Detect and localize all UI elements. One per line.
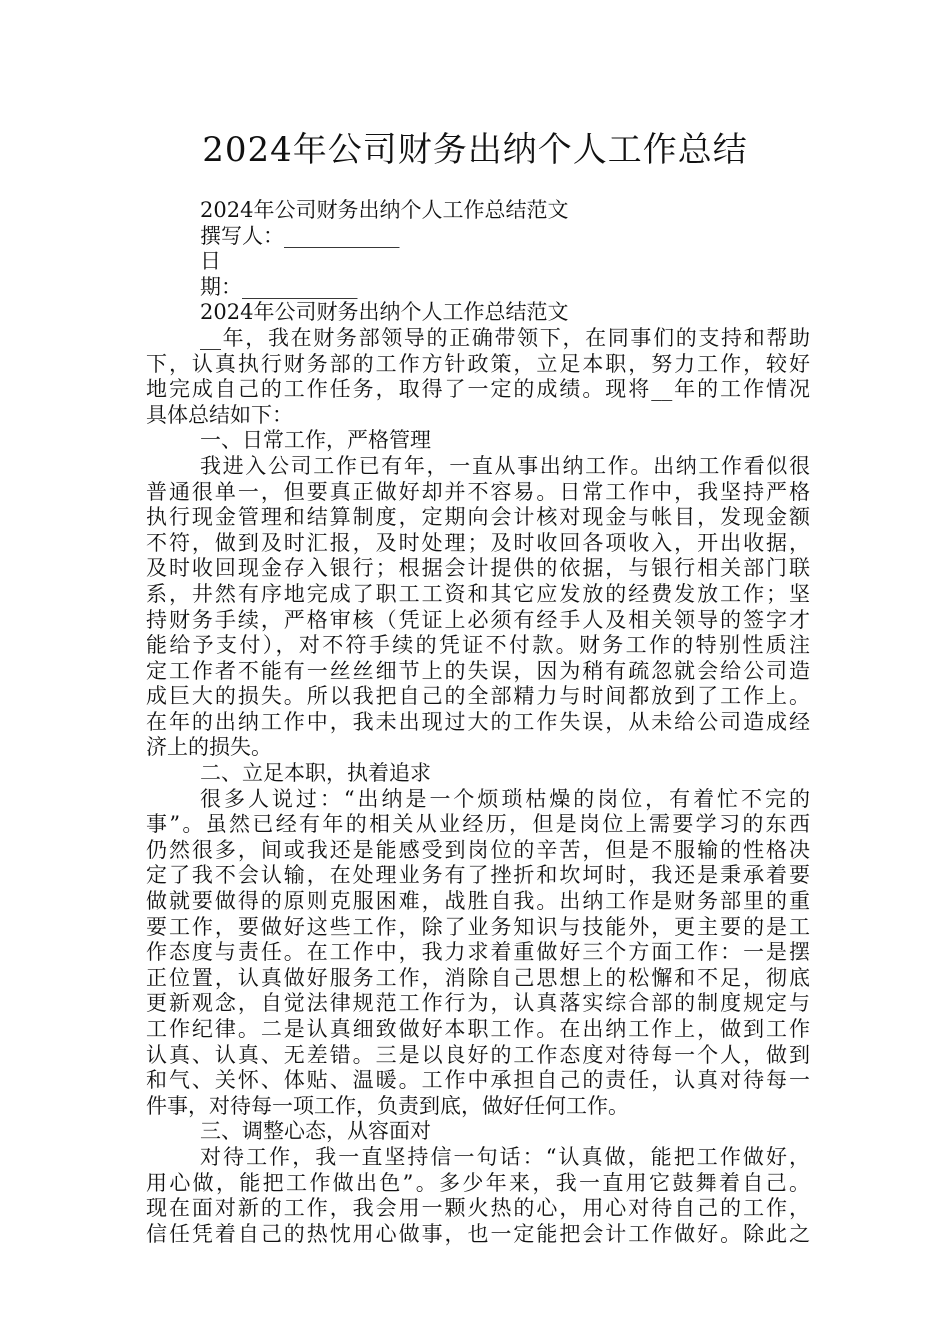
text-line: 现在面对新的工作，我会用一颗火热的心，用心对待自己的工作， (146, 1196, 810, 1221)
text-line: 济上的损失。 (146, 735, 272, 760)
text-line: 工作纪律。二是认真细致做好本职工作。在出纳工作上，做到工作 (146, 1017, 810, 1041)
text-line: 更新观念，自觉法律规范工作行为，认真落实综合部的制度规定与 (146, 991, 810, 1016)
text-line: 认真、认真、无差错。三是以良好的工作态度对待每一个人，做到 (146, 1042, 810, 1067)
text-line: 很多人说过：“出纳是一个烦琐枯燥的岗位，有着忙不完的 (200, 786, 810, 811)
text-line: 作态度与责任。在工作中，我力求着重做好三个方面工作：一是摆 (146, 940, 810, 965)
section-heading-3: 三、调整心态，从容面对 (200, 1119, 431, 1144)
text-line: 普通很单一，但要真正做好却并不容易。日常工作中，我坚持严格 (146, 479, 810, 504)
text-line: 持财务手续，严格审核（凭证上必须有经手人及相关领导的签字才 (146, 607, 810, 632)
text-line: 正位置，认真做好服务工作，消除自己思想上的松懈和不足，彻底 (146, 965, 810, 990)
text-line: 事”。虽然已经有年的相关从业经历，但是岗位上需要学习的东西 (146, 812, 810, 837)
text-line: 信任凭着自己的热忱用心做事，也一定能把会计工作做好。除此之 (146, 1221, 810, 1246)
text-line: 对待工作，我一直坚持信一句话：“认真做，能把工作做好， (200, 1144, 810, 1169)
text-line: 定了我不会认输，在处理业务有了挫折和坎坷时，我还是秉承着要 (146, 863, 810, 888)
text-line: 执行现金管理和结算制度，定期向会计核对现金与帐目，发现金额 (146, 505, 810, 530)
document-body (146, 198, 810, 1247)
text-line: 用心做，能把工作做出色”。多少年来，我一直用它鼓舞着自己。 (146, 1170, 810, 1195)
text-line: 要工作，要做好这些工作，除了业务知识与技能外，更主要的是工 (146, 914, 810, 939)
date-line-2: 期：___________ (200, 274, 358, 299)
document-title: 2024年公司财务出纳个人工作总结 (202, 130, 748, 170)
section-heading-1: 一、日常工作，严格管理 (200, 428, 431, 453)
text-line: 具体总结如下： (146, 402, 293, 427)
text-line: 在年的出纳工作中，我未出现过大的工作失误，从未给公司造成经 (146, 709, 810, 734)
date-line-1: 日 (200, 249, 221, 274)
heading-line: 2024年公司财务出纳个人工作总结范文 (200, 300, 569, 325)
text-line: __年，我在财务部领导的正确带领下，在同事们的支持和帮助 (200, 325, 810, 350)
text-line: 件事，对待每一项工作，负责到底，做好任何工作。 (146, 1093, 629, 1118)
text-line: 做就要做得的原则克服困难，战胜自我。出纳工作是财务部里的重 (146, 889, 810, 914)
text-line: 不符，做到及时汇报，及时处理；及时收回各项收入，开出收据， (146, 530, 810, 555)
subtitle-line: 2024年公司财务出纳个人工作总结范文 (200, 198, 569, 222)
text-line: 定工作者不能有一丝丝细节上的失误，因为稍有疏忽就会给公司造 (146, 658, 810, 683)
author-line: 撰写人：___________ (200, 223, 400, 248)
text-line: 我进入公司工作已有年，一直从事出纳工作。出纳工作看似很 (200, 453, 810, 478)
text-line: 地完成自己的工作任务，取得了一定的成绩。现将__年的工作情况 (146, 377, 810, 402)
text-line: 成巨大的损失。所以我把自己的全部精力与时间都放到了工作上。 (146, 684, 810, 709)
text-line: 下，认真执行财务部的工作方针政策，立足本职，努力工作，较好 (146, 351, 810, 376)
section-heading-2: 二、立足本职，执着追求 (200, 761, 431, 786)
text-line: 仍然很多，间或我还是能感受到岗位的辛苦，但是不服输的性格决 (146, 837, 810, 862)
text-line: 系，井然有序地完成了职工工资和其它应发放的经费发放工作；坚 (146, 581, 810, 606)
text-line: 及时收回现金存入银行；根据会计提供的依据，与银行相关部门联 (146, 556, 810, 581)
text-line: 能给予支付），对不符手续的凭证不付款。财务工作的特别性质注 (146, 633, 810, 658)
text-line: 和气、关怀、体贴、温暖。工作中承担自己的责任，认真对待每一 (146, 1068, 810, 1093)
